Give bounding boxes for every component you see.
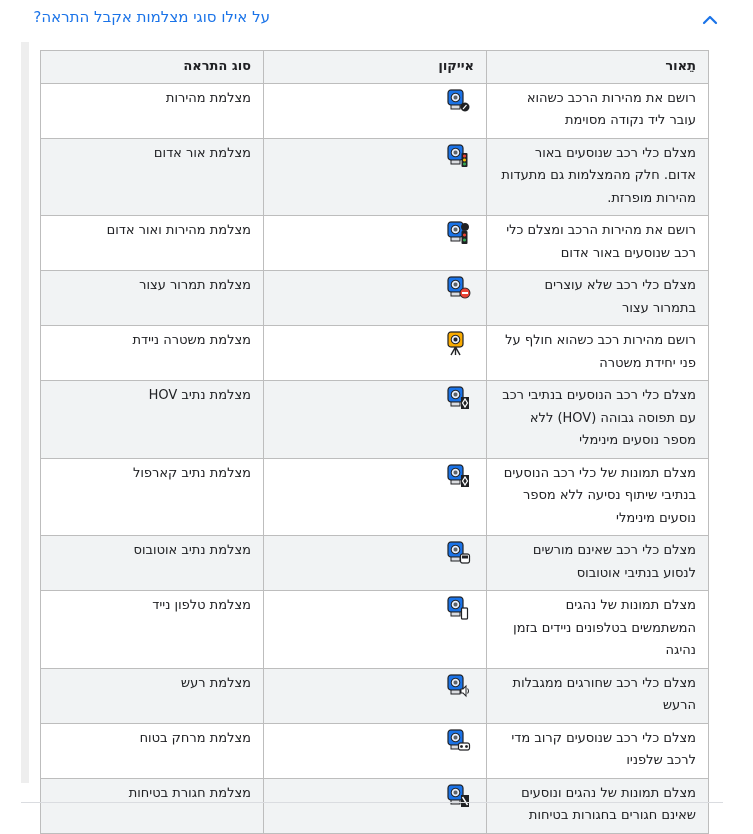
section-divider (21, 802, 723, 803)
row-type: מצלמת נתיב קארפול (41, 458, 264, 536)
row-type: מצלמת נתיב HOV (41, 381, 264, 459)
header-description: תֵאור (487, 51, 709, 84)
row-description: מצלם תמונות של נהגים ונוסעים שאינם חגורים בחגורות בטיחות (487, 778, 709, 833)
mobile-police-camera-icon (445, 330, 471, 356)
safe-distance-camera-icon (445, 728, 471, 754)
table-row (41, 723, 709, 778)
table-row (41, 458, 709, 536)
row-type: מצלמת רעש (41, 668, 264, 723)
table-row (41, 83, 709, 138)
row-icon-cell (264, 138, 487, 216)
row-description: מצלם כלי רכב שחורגים ממגבלות הרעש (487, 668, 709, 723)
faq-question[interactable]: על אילו סוגי מצלמות אקבל התראה? (33, 8, 270, 26)
faq-header[interactable] (0, 0, 753, 38)
hov-lane-camera-icon (445, 385, 471, 411)
row-icon-cell (264, 778, 487, 833)
row-description: רושם את מהירות הרכב כשהוא עובר ליד נקודה מסוימת (487, 83, 709, 138)
row-icon-cell (264, 668, 487, 723)
table-row (41, 326, 709, 381)
row-type: מצלמת אור אדום (41, 138, 264, 216)
row-type: מצלמת מהירות ואור אדום (41, 216, 264, 271)
speed-camera-icon (445, 88, 471, 114)
header-type: סוג התראה (41, 51, 264, 84)
row-description: רושם מהירות רכב כשהוא חולף על פני יחידת משטרה (487, 326, 709, 381)
row-description: מצלם תמונות של כלי רכב הנוסעים בנתיבי שיתוף נסיעה ללא מספר נוסעים מינימלי (487, 458, 709, 536)
row-type: מצלמת משטרה ניידת (41, 326, 264, 381)
red-light-camera-icon (445, 143, 471, 169)
table-header-row (41, 51, 709, 84)
row-description: מצלם כלי רכב שנוסעים קרוב מדי לרכב שלפניו (487, 723, 709, 778)
row-type: מצלמת חגורת בטיחות (41, 778, 264, 833)
row-description: מצלם כלי רכב שלא עוצרים בתמרור עצור (487, 271, 709, 326)
stop-sign-camera-icon (445, 275, 471, 301)
table-row (41, 216, 709, 271)
row-type: מצלמת מהירות (41, 83, 264, 138)
row-description: מצלם תמונות של נהגים המשתמשים בטלפונים ניידים בזמן נהיגה (487, 591, 709, 669)
table-row (41, 591, 709, 669)
row-description: מצלם כלי רכב הנוסעים בנתיבי רכב עם תפוסה גבוהה (HOV) ללא מספר נוסעים מינימלי (487, 381, 709, 459)
row-type: מצלמת נתיב אוטובוס (41, 536, 264, 591)
noise-camera-icon (445, 673, 471, 699)
row-icon-cell (264, 591, 487, 669)
camera-types-table (40, 50, 709, 834)
seatbelt-camera-icon (445, 783, 471, 809)
table-row (41, 778, 709, 833)
table-row (41, 138, 709, 216)
row-icon-cell (264, 271, 487, 326)
table-row (41, 668, 709, 723)
row-type: מצלמת טלפון נייד (41, 591, 264, 669)
row-description: מצלם כלי רכב שנוסעים באור אדום. חלק מהמצלמות גם מתעדות מהירות מופרזת. (487, 138, 709, 216)
row-type: מצלמת תמרור עצור (41, 271, 264, 326)
bus-lane-camera-icon (445, 540, 471, 566)
mobile-phone-camera-icon (445, 595, 471, 621)
table-row (41, 536, 709, 591)
answer-indent-bar (21, 42, 29, 783)
carpool-lane-camera-icon (445, 463, 471, 489)
row-icon-cell (264, 536, 487, 591)
speed-red-light-camera-icon (445, 220, 471, 246)
row-icon-cell (264, 326, 487, 381)
table-row (41, 381, 709, 459)
row-icon-cell (264, 83, 487, 138)
row-icon-cell (264, 381, 487, 459)
row-icon-cell (264, 216, 487, 271)
chevron-up-icon[interactable] (700, 10, 720, 30)
table-row (41, 271, 709, 326)
row-icon-cell (264, 458, 487, 536)
row-icon-cell (264, 723, 487, 778)
header-icon: אייקון (264, 51, 487, 84)
row-description: רושם את מהירות הרכב ומצלם כלי רכב שנוסעים באור אדום (487, 216, 709, 271)
row-type: מצלמת מרחק בטוח (41, 723, 264, 778)
row-description: מצלם כלי רכב שאינם מורשים לנסוע בנתיבי אוטובוס (487, 536, 709, 591)
